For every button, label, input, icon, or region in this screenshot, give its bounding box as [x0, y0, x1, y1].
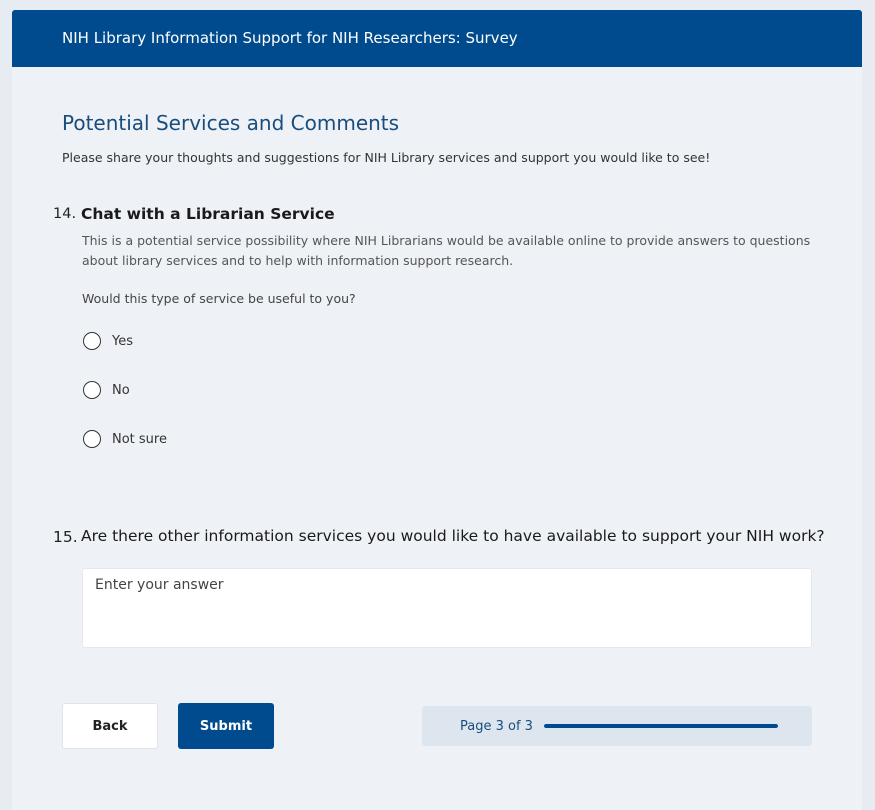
- progress-indicator: [422, 706, 812, 746]
- section-description: Please share your thoughts and suggestions for NIH Library services and support you would like to see!: [62, 150, 711, 165]
- question-14-subquestion: Would this type of service be useful to you?: [82, 291, 356, 306]
- option-not-sure-label: Not sure: [112, 431, 167, 447]
- option-no[interactable]: [83, 379, 130, 401]
- question-14-number: 14.: [53, 206, 77, 222]
- option-no-label: No: [112, 382, 130, 398]
- radio-not-sure[interactable]: [83, 430, 101, 448]
- progress-fill: [544, 724, 778, 728]
- option-yes-label: Yes: [112, 333, 133, 349]
- question-14-description: This is a potential service possibility where NIH Librarians would be available online to provide answers to questions about library services and to help with information support research.: [82, 233, 811, 268]
- question-15-number: 15.: [53, 528, 78, 546]
- back-button[interactable]: Back: [62, 703, 158, 749]
- question-15-title: Are there other information services you would like to have available to support your NIH work?: [81, 527, 825, 545]
- survey-card: [12, 10, 862, 810]
- radio-no[interactable]: [83, 381, 101, 399]
- progress-text: Page 3 of 3: [460, 718, 533, 734]
- answer-input[interactable]: [82, 568, 812, 648]
- submit-button[interactable]: Submit: [178, 703, 274, 749]
- radio-yes[interactable]: [83, 332, 101, 350]
- section-title: Potential Services and Comments: [62, 111, 400, 135]
- option-not-sure[interactable]: [83, 428, 167, 450]
- survey-title: NIH Library Information Support for NIH Researchers: Survey: [62, 29, 518, 47]
- option-yes[interactable]: [83, 330, 133, 352]
- survey-header: [12, 10, 862, 67]
- question-14-title: Chat with a Librarian Service: [81, 205, 335, 223]
- progress-track: [544, 724, 778, 728]
